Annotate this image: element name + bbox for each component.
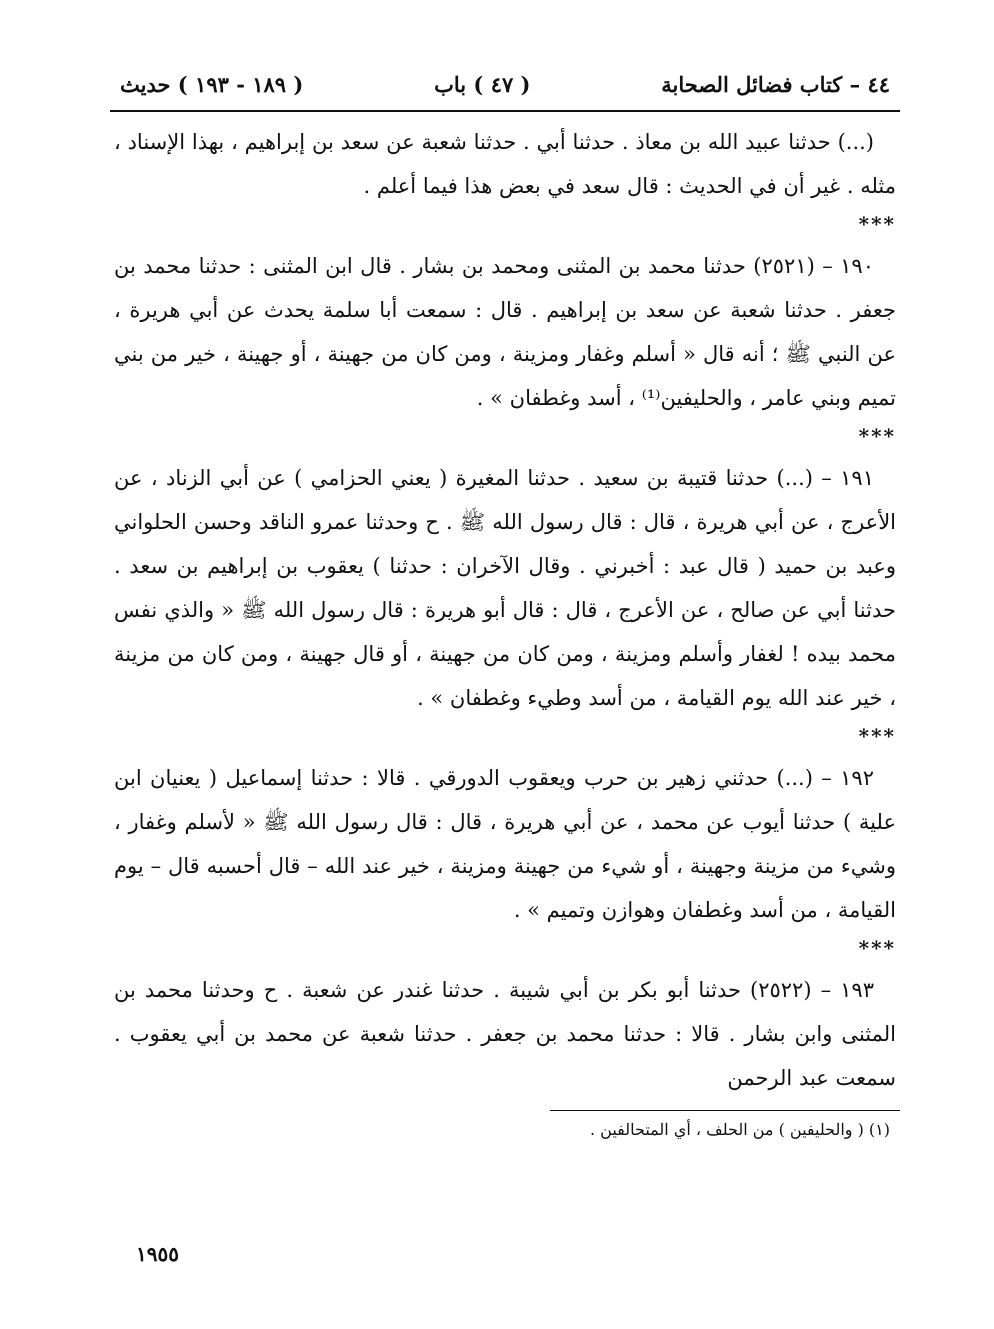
running-header	[110, 72, 900, 108]
hadith-paragraph-190: ١٩٠ – (٢٥٢١) حدثنا محمد بن المثنى ومحمد بن بشار . قال ابن المثنى : حدثنا محمد بن جعفر . حدثنا شعبة عن سعد بن إبراهيم . قال : سمعت أبا سلمة يحدث عن أبي هريرة ، عن النبي ﷺ ؛ أنه قال « أسلم وغفار ومزينة ، ومن كان من جهينة ، أو جهينة ، خير من بني تميم وبني عامر ، والحليفين⁽¹⁾ ، أسد وغطفان » .	[114, 254, 896, 410]
section-separator: ***	[858, 212, 896, 236]
section-separator: ***	[858, 936, 896, 960]
section-separator: ***	[858, 724, 896, 748]
book-page	[110, 72, 900, 1302]
main-text	[110, 120, 900, 1100]
section-separator: ***	[858, 424, 896, 448]
hadith-paragraph-191: ١٩١ – (...) حدثنا قتيبة بن سعيد . حدثنا المغيرة ( يعني الحزامي ) عن أبي الزناد ، عن الأعرج ، عن أبي هريرة ، قال : قال رسول الله ﷺ . ح وحدثنا عمرو الناقد وحسن الحلواني وعبد بن حميد ( قال عبد : أخبرني . وقال الآخران : حدثنا ) يعقوب بن إبراهيم بن سعد . حدثنا أبي عن صالح ، عن الأعرج ، قال : قال أبو هريرة : قال رسول الله ﷺ « والذي نفس محمد بيده ! لغفار وأسلم ومزينة ، ومن كان من جهينة ، أو قال جهينة ، ومن كان من مزينة ، خير عند الله يوم القيامة ، من أسد وطيء وغطفان » .	[114, 466, 896, 710]
header-chapter: ( ٤٧ ) باب	[434, 72, 531, 97]
hadith-paragraph-193: ١٩٣ – (٢٥٢٢) حدثنا أبو بكر بن أبي شيبة . حدثنا غندر عن شعبة . ح وحدثنا محمد بن المثنى وابن بشار . قالا : حدثنا محمد بن جعفر . حدثنا شعبة عن محمد بن أبي يعقوب . سمعت عبد الرحمن	[114, 978, 896, 1090]
hadith-paragraph-intro: (...) حدثنا عبيد الله بن معاذ . حدثنا أبي . حدثنا شعبة عن سعد بن إبراهيم ، بهذا الإسناد ، مثله . غير أن في الحديث : قال سعد في بعض هذا فيما أعلم .	[114, 130, 896, 198]
header-hadith-range: ( ١٨٩ - ١٩٣ ) حديث	[120, 72, 304, 97]
footnote: (١) ( والحليفين ) من الحلف ، أي المتحالفين .	[590, 1120, 890, 1139]
footnote-rule	[550, 1110, 900, 1111]
header-book-title: ٤٤ – كتاب فضائل الصحابة	[661, 72, 890, 97]
page-number: ١٩٥٥	[136, 1242, 179, 1266]
header-rule	[110, 110, 900, 112]
hadith-paragraph-192: ١٩٢ – (...) حدثني زهير بن حرب ويعقوب الدورقي . قالا : حدثنا إسماعيل ( يعنيان ابن علية ) حدثنا أيوب عن محمد ، عن أبي هريرة ، قال : قال رسول الله ﷺ « لأسلم وغفار ، وشيء من مزينة وجهينة ، أو شيء من جهينة ومزينة ، خير عند الله – قال أحسبه قال – يوم القيامة ، من أسد وغطفان وهوازن وتميم » .	[114, 766, 896, 922]
